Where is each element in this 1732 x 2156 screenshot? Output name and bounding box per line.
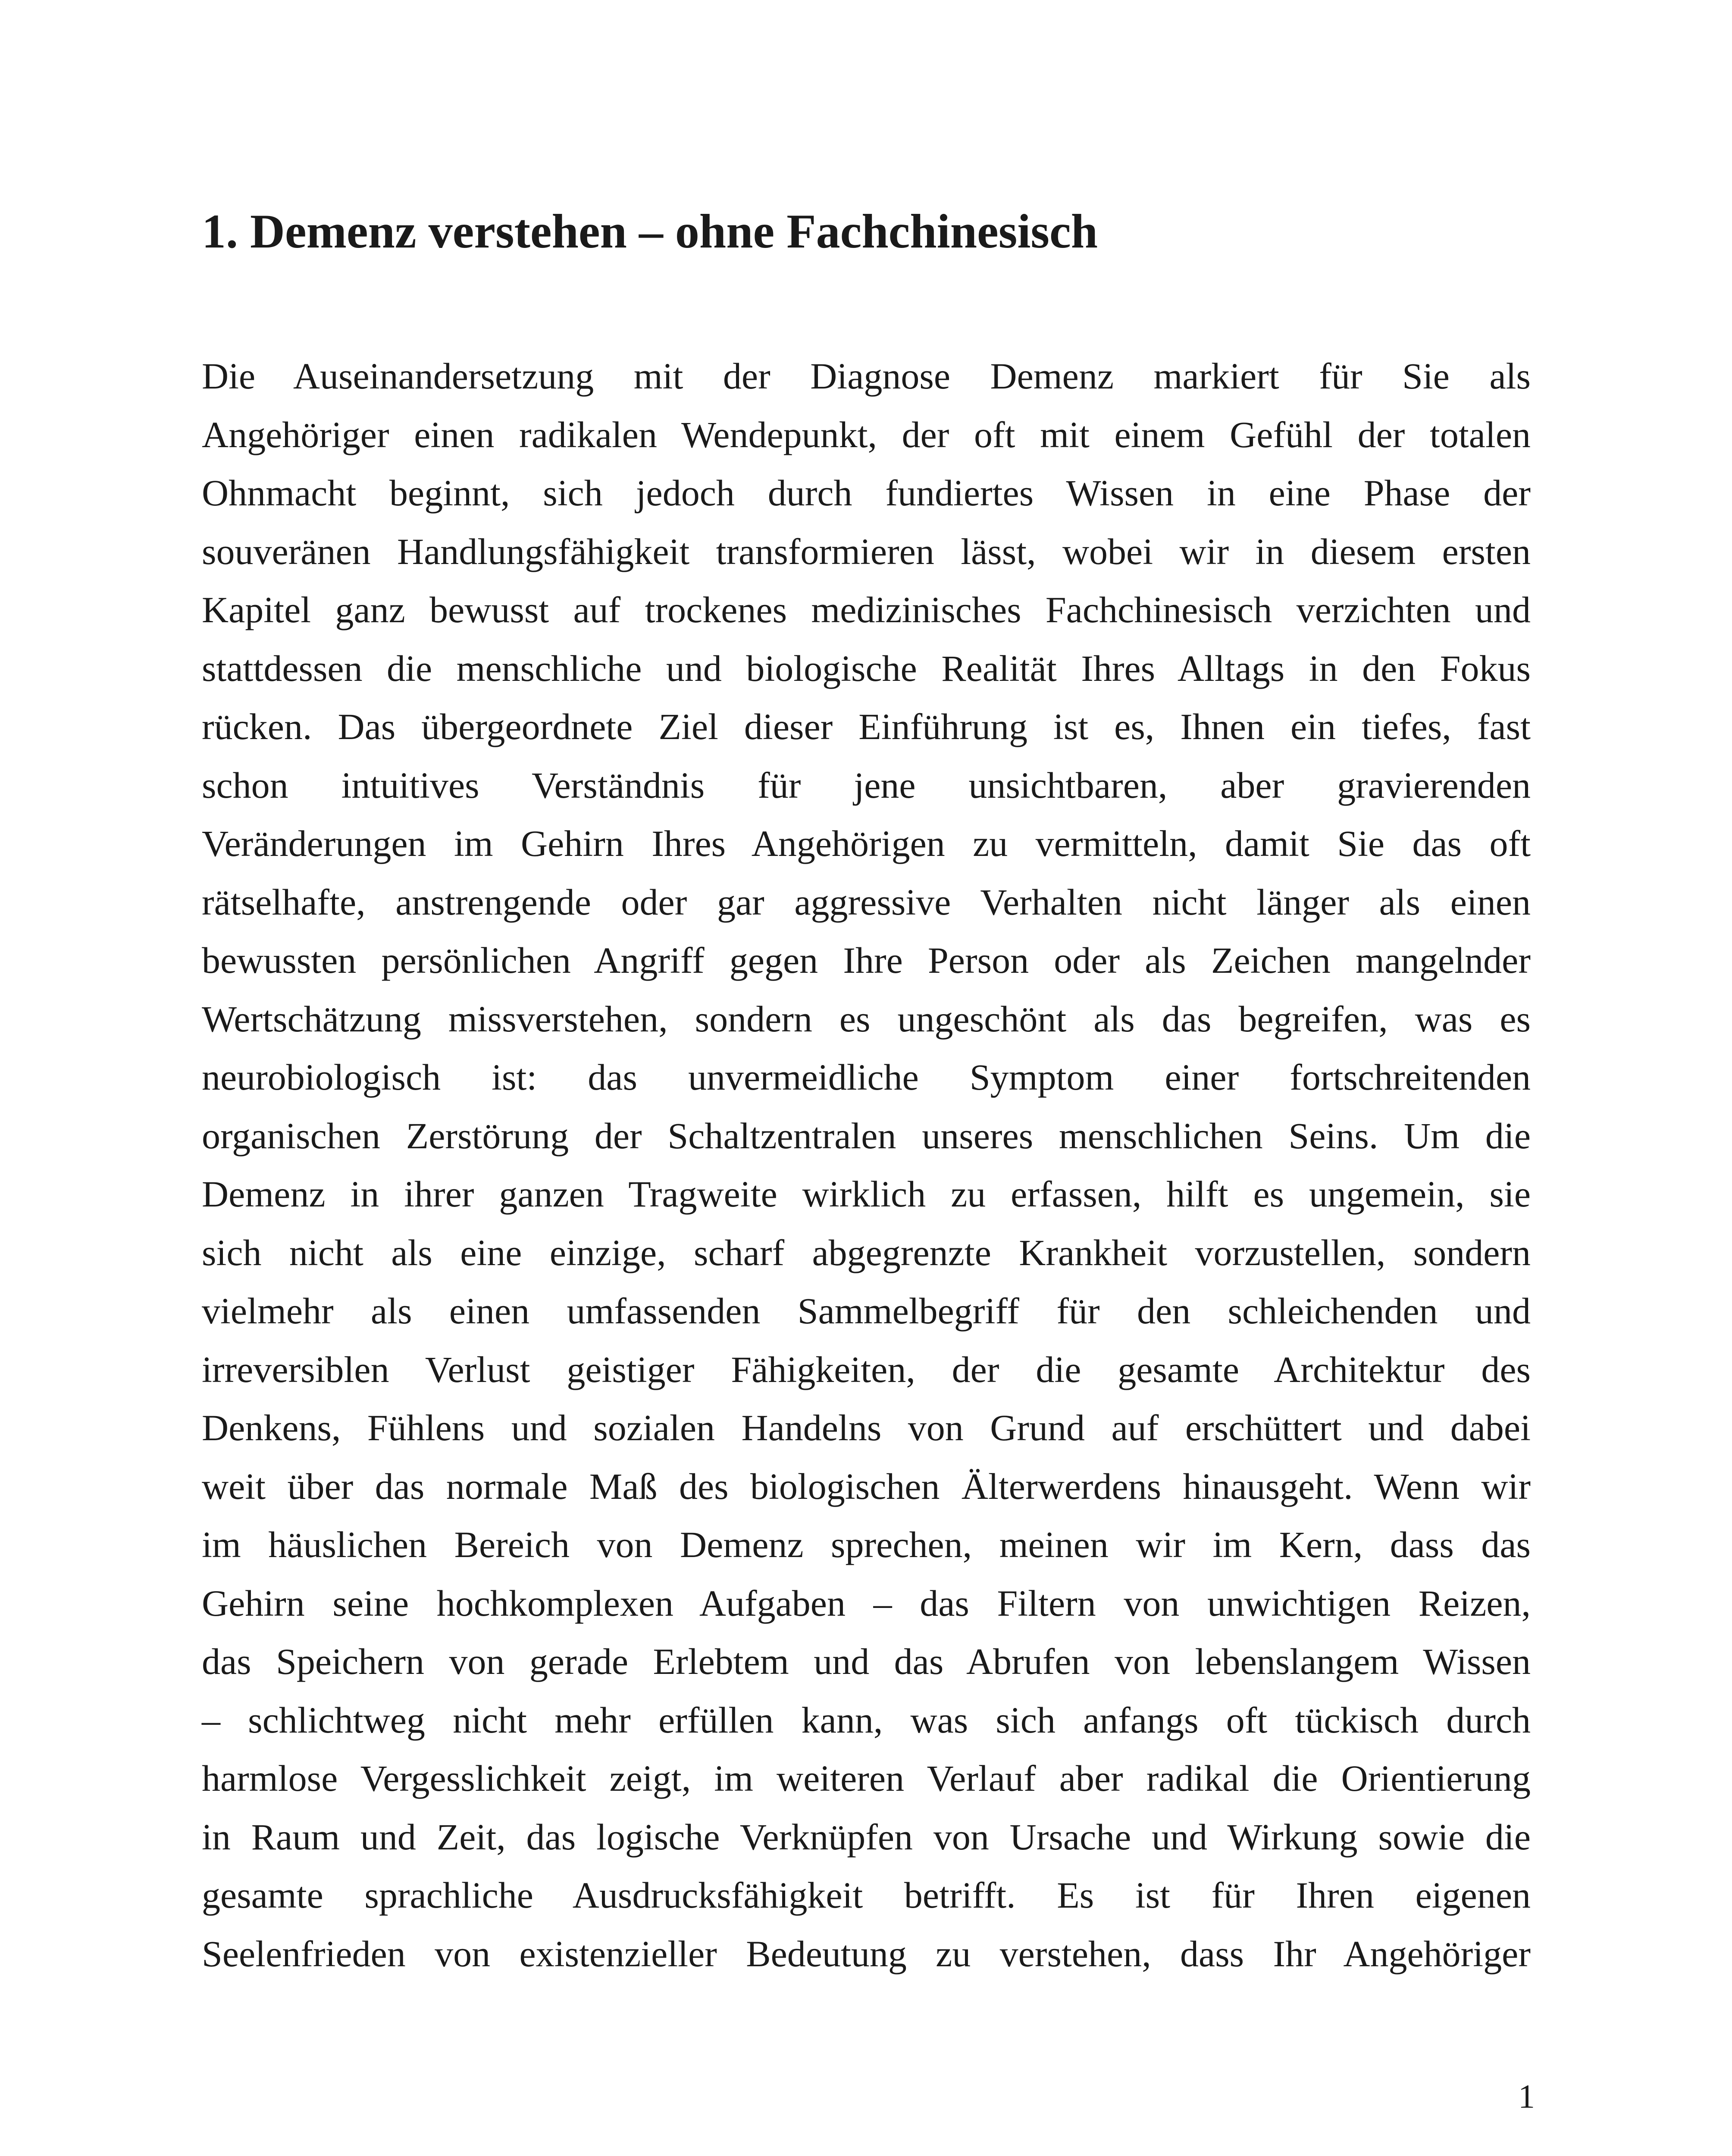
page-number: 1 bbox=[1518, 2078, 1535, 2115]
paragraph-line: weit über das normale Maß des biologischen Älterwerdens hinausgeht. Wenn wir bbox=[202, 1465, 1531, 1507]
paragraph-line: Angehöriger einen radikalen Wendepunkt, der oft mit einem Gefühl der totalen bbox=[202, 414, 1531, 455]
paragraph-line: im häuslichen Bereich von Demenz sprechen, meinen wir im Kern, dass das bbox=[202, 1524, 1531, 1565]
paragraph-line: schon intuitives Verständnis für jene unsichtbaren, aber gravierenden bbox=[202, 764, 1531, 806]
paragraph-line: sich nicht als eine einzige, scharf abgegrenzte Krankheit vorzustellen, sondern bbox=[202, 1232, 1531, 1273]
paragraph-line: in Raum und Zeit, das logische Verknüpfen von Ursache und Wirkung sowie die bbox=[202, 1816, 1531, 1858]
paragraph-line: souveränen Handlungsfähigkeit transformieren lässt, wobei wir in diesem ersten bbox=[202, 530, 1531, 572]
paragraph-line: Seelenfrieden von existenzieller Bedeutung zu verstehen, dass Ihr Angehöriger bbox=[202, 1933, 1531, 1974]
paragraph-line: das Speichern von gerade Erlebtem und das Abrufen von lebenslangem Wissen bbox=[202, 1641, 1531, 1682]
paragraph-line: bewussten persönlichen Angriff gegen Ihre Person oder als Zeichen mangelnder bbox=[202, 940, 1531, 981]
paragraph-line: stattdessen die menschliche und biologische Realität Ihres Alltags in den Fokus bbox=[202, 647, 1531, 689]
paragraph-line: Wertschätzung missverstehen, sondern es ungeschönt als das begreifen, was es bbox=[202, 998, 1531, 1040]
paragraph-line: – schlichtweg nicht mehr erfüllen kann, was sich anfangs oft tückisch durch bbox=[202, 1699, 1531, 1741]
paragraph-line: Demenz in ihrer ganzen Tragweite wirklich zu erfassen, hilft es ungemein, sie bbox=[202, 1173, 1531, 1215]
paragraph-line: Ohnmacht beginnt, sich jedoch durch fundiertes Wissen in eine Phase der bbox=[202, 472, 1531, 514]
body-paragraph bbox=[202, 347, 1531, 1983]
paragraph-line: Gehirn seine hochkomplexen Aufgaben – das Filtern von unwichtigen Reizen, bbox=[202, 1582, 1531, 1624]
paragraph-line: Kapitel ganz bewusst auf trockenes medizinisches Fachchinesisch verzichten und bbox=[202, 589, 1531, 630]
paragraph-line: gesamte sprachliche Ausdrucksfähigkeit betrifft. Es ist für Ihren eigenen bbox=[202, 1874, 1531, 1916]
paragraph-line: Die Auseinandersetzung mit der Diagnose Demenz markiert für Sie als bbox=[202, 355, 1531, 397]
paragraph-line: neurobiologisch ist: das unvermeidliche Symptom einer fortschreitenden bbox=[202, 1056, 1531, 1098]
paragraph-line: vielmehr als einen umfassenden Sammelbegriff für den schleichenden und bbox=[202, 1290, 1531, 1332]
paragraph-line: irreversiblen Verlust geistiger Fähigkeiten, der die gesamte Architektur des bbox=[202, 1348, 1531, 1390]
paragraph-line: Denkens, Fühlens und sozialen Handelns von Grund auf erschüttert und dabei bbox=[202, 1407, 1531, 1448]
paragraph-line: Veränderungen im Gehirn Ihres Angehörigen zu vermitteln, damit Sie das oft bbox=[202, 823, 1531, 864]
chapter-title: 1. Demenz verstehen – ohne Fachchinesisch bbox=[202, 205, 1098, 258]
paragraph-line: organischen Zerstörung der Schaltzentralen unseres menschlichen Seins. Um die bbox=[202, 1115, 1531, 1156]
paragraph-line: harmlose Vergesslichkeit zeigt, im weiteren Verlauf aber radikal die Orientierung bbox=[202, 1758, 1531, 1799]
paragraph-line: rätselhafte, anstrengende oder gar aggressive Verhalten nicht länger als einen bbox=[202, 881, 1531, 923]
paragraph-line: rücken. Das übergeordnete Ziel dieser Einführung ist es, Ihnen ein tiefes, fast bbox=[202, 706, 1531, 747]
